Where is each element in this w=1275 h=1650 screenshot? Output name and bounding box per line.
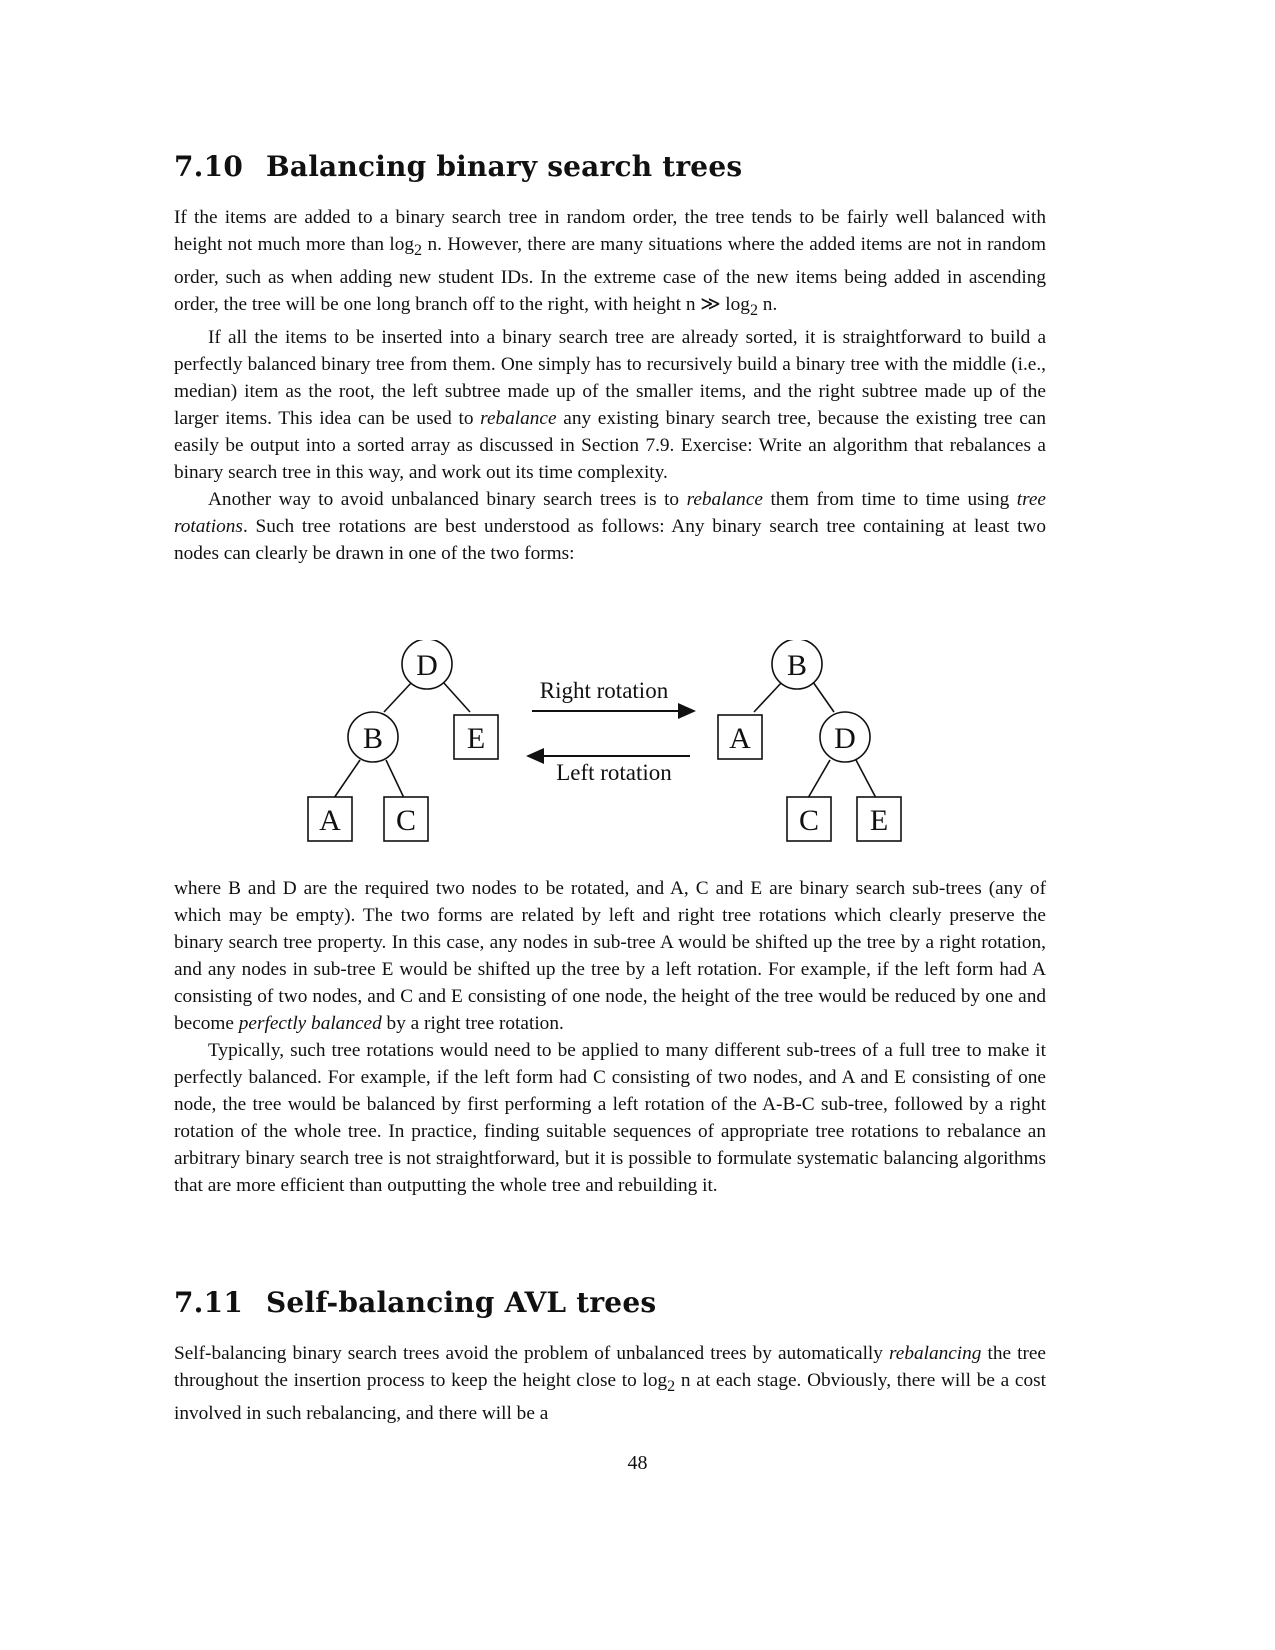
page-number: 48 [627,1452,648,1474]
paragraph-4: where B and D are the required two nodes to be rotated, and A, C and E are binary search sub-trees (any of which may be empty). The two forms are related by left and right tree rotations which clearly preserve the binary search tree property. In this case, any nodes in sub-tree A would be shifted up the tree by a right rotation, and any nodes in sub-tree E would be shifted up the tree by a left rotation. For example, if the left form had A consisting of two nodes, and C and E consisting of one node, the height of the tree would be reduced by one and become perfectly balanced by a right tree rotation. [174,878,1046,1034]
section-7-10-body [174,204,1046,567]
left-root-label: D [416,649,438,682]
paragraph-2: If all the items to be inserted into a binary search tree are already sorted, it is straightforward to build a perfectly balanced binary tree from them. One simply has to recursively build a binary tree with the middle (i.e., median) item as the root, the left subtree made up of the smaller items, and the right subtree made up of the larger items. This idea can be used to rebalance any existing binary search tree, because the existing tree can easily be output into a sorted array as discussed in Section 7.9. Exercise: Write an algorithm that rebalances a binary search tree in this way, and work out its time complexity. [174,326,1046,483]
left-rotation-label: Left rotation [556,760,672,785]
right-inner-label: D [834,722,856,755]
section-7-11-body [174,1340,1046,1427]
tree-rotation-diagram [300,640,920,860]
paragraph-1: If the items are added to a binary search tree in random order, the tree tends to be fairly well balanced with height not much more than $\log_2 n$. However, there are many situations where the added items are not in random order, such as when adding new student IDs. In the extreme case of the new items being added in ascending order, the tree will be one long branch off to the right, with height n ≫ $\log_2 n$. [174,207,1046,319]
section-number: 7.10 [174,150,243,183]
left-rotation-arrowhead [526,748,544,764]
right-rotation-arrowhead [678,703,696,719]
paragraph-1: Self-balancing binary search trees avoid the problem of unbalanced trees by automatically rebalancing the tree throughout the insertion process to keep the height close to $\log_2 n$ at each stage. Obviously, there will be a cost involved in such rebalancing, and there will be a [174,1343,1046,1424]
left-subtree-c-label: C [395,804,417,837]
section-title: Self-balancing AVL trees [266,1286,657,1319]
left-subtree-a-label: A [319,804,341,837]
section-7-10-body-continued [174,875,1046,1199]
paragraph-3: Another way to avoid unbalanced binary search trees is to rebalance them from time to time using tree rotations. Such tree rotations are best understood as follows: Any binary search tree containing at least two nodes can clearly be drawn in one of the two forms: [174,488,1046,564]
section-heading-7-11 [174,1286,656,1319]
section-title: Balancing binary search trees [266,150,743,183]
section-number: 7.11 [174,1286,243,1319]
section-heading-7-10 [174,150,742,183]
right-subtree-a-label: A [729,722,751,755]
paragraph-5: Typically, such tree rotations would need to be applied to many different sub-trees of a full tree to make it perfectly balanced. For example, if the left form had C consisting of two nodes, and A and E consisting of one node, the tree would be balanced by first performing a left rotation of the A-B-C sub-tree, followed by a right rotation of the whole tree. In practice, finding suitable sequences of appropriate tree rotations to rebalance an arbitrary binary search tree is not straightforward, but it is possible to formulate systematic balancing algorithms that are more efficient than outputting the whole tree and rebuilding it. [174,1040,1046,1196]
right-subtree-c-label: C [798,804,820,837]
right-root-label: B [786,649,808,682]
right-subtree-e-label: E [869,804,889,837]
left-inner-label: B [362,722,384,755]
right-rotation-label: Right rotation [539,678,669,703]
left-subtree-e-label: E [466,722,486,755]
